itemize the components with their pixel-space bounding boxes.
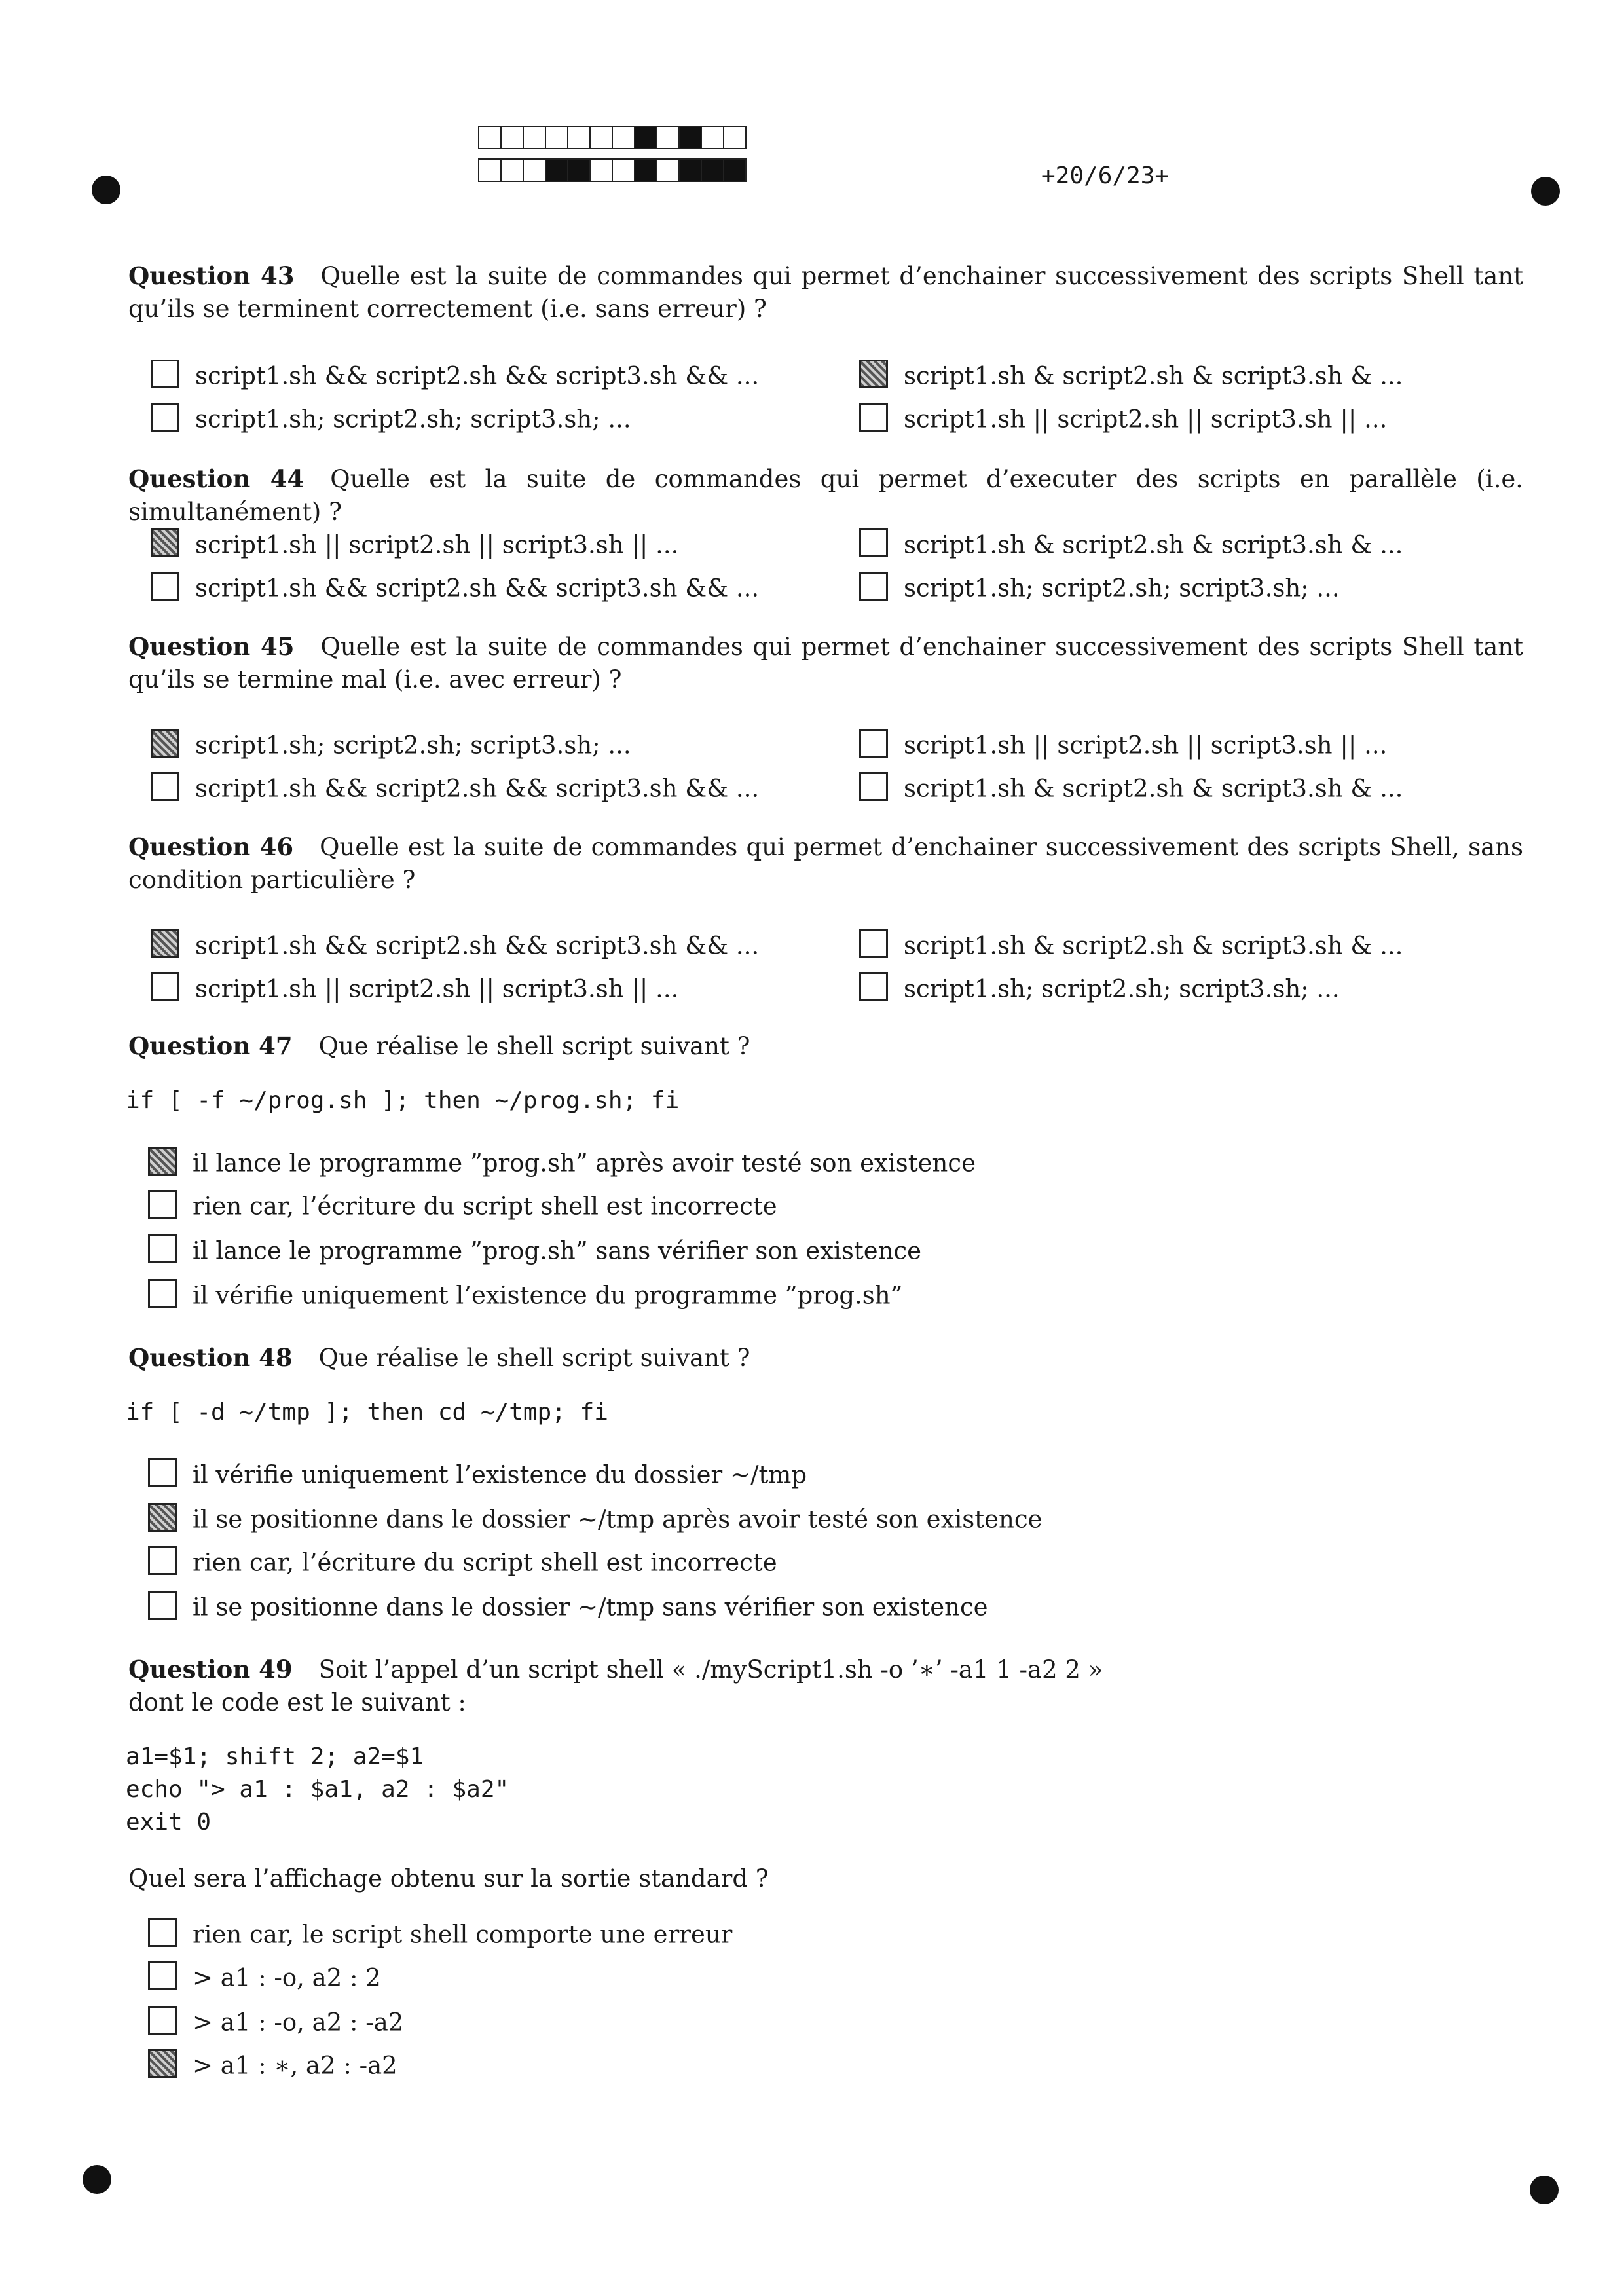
answer-option[interactable] <box>148 1502 1042 1536</box>
answer-option[interactable] <box>151 571 759 604</box>
checkbox[interactable] <box>859 572 888 601</box>
answer-option[interactable] <box>859 929 1403 962</box>
checkbox[interactable] <box>151 729 179 758</box>
barcode-cell <box>545 126 568 149</box>
answer-label: rien car, le script shell comporte une erreur <box>193 1920 733 1949</box>
barcode-cell <box>523 158 546 182</box>
checkbox[interactable] <box>151 403 179 432</box>
answer-label: script1.sh; script2.sh; script3.sh; ... <box>904 574 1340 602</box>
checkbox[interactable] <box>151 972 179 1001</box>
checkbox[interactable] <box>148 1234 177 1263</box>
question-number: Question 45 <box>128 632 295 661</box>
answer-label: il vérifie uniquement l’existence du programme ”prog.sh” <box>193 1281 903 1310</box>
code-block: a1=$1; shift 2; a2=$1 echo "> a1 : $a1, a2 : $a2" exit 0 <box>126 1743 509 1836</box>
question-44 <box>128 462 1523 528</box>
question-prompt: Quel sera l’affichage obtenu sur la sortie standard ? <box>128 1864 769 1893</box>
checkbox[interactable] <box>148 1147 177 1176</box>
answer-label: > a1 : -o, a2 : 2 <box>193 1963 381 1992</box>
checkbox[interactable] <box>148 2006 177 2035</box>
answer-label: > a1 : ∗, a2 : -a2 <box>193 2051 397 2080</box>
registration-mark-bottom-left <box>83 2165 111 2194</box>
answer-label: rien car, l’écriture du script shell est incorrecte <box>193 1192 777 1221</box>
question-text-continued: dont le code est le suivant : <box>128 1688 466 1716</box>
barcode-cell <box>656 158 680 182</box>
answer-label: il lance le programme ”prog.sh” sans vérifier son existence <box>193 1236 922 1265</box>
checkbox[interactable] <box>151 528 179 557</box>
answer-option[interactable] <box>148 1590 988 1623</box>
answer-option[interactable] <box>148 2048 397 2082</box>
answer-option[interactable] <box>151 972 678 1005</box>
question-47 <box>128 1029 1523 1063</box>
answer-label: script1.sh && script2.sh && script3.sh && ... <box>195 361 760 390</box>
barcode-cell <box>723 126 747 149</box>
barcode-cell <box>656 126 680 149</box>
checkbox[interactable] <box>859 772 888 801</box>
barcode-cell <box>634 158 657 182</box>
answer-option[interactable] <box>148 1961 381 1994</box>
checkbox[interactable] <box>148 1591 177 1620</box>
answer-option[interactable] <box>148 1546 777 1579</box>
answer-option[interactable] <box>859 972 1340 1005</box>
answer-option[interactable] <box>151 528 678 561</box>
checkbox[interactable] <box>148 2049 177 2078</box>
answer-label: script1.sh; script2.sh; script3.sh; ... <box>195 731 631 760</box>
answer-option[interactable] <box>148 2005 403 2039</box>
barcode-cell <box>678 126 702 149</box>
answer-label: script1.sh & script2.sh & script3.sh & ... <box>904 361 1403 390</box>
registration-mark-top-right <box>1531 177 1560 206</box>
question-text: Quelle est la suite de commandes qui permet d’enchainer successivement des scripts Shell tant qu’ils se terminent correctement (i.e. sans erreur) ? <box>128 262 1523 323</box>
answer-option[interactable] <box>148 1917 732 1951</box>
answer-label: rien car, l’écriture du script shell est incorrecte <box>193 1548 777 1577</box>
question-text: Quelle est la suite de commandes qui permet d’enchainer successivement des scripts Shell tant qu’ils se termine mal (i.e. avec erreur) ? <box>128 633 1523 694</box>
question-text: Quelle est la suite de commandes qui permet d’enchainer successivement des scripts Shell, sans condition particulière ? <box>128 833 1523 894</box>
answer-label: script1.sh & script2.sh & script3.sh & ... <box>904 774 1403 803</box>
checkbox[interactable] <box>151 772 179 801</box>
checkbox[interactable] <box>148 1279 177 1308</box>
code-block: if [ -d ~/tmp ]; then cd ~/tmp; fi <box>126 1399 608 1426</box>
answer-option[interactable] <box>859 771 1403 805</box>
answer-option[interactable] <box>148 1189 777 1223</box>
answer-label: script1.sh; script2.sh; script3.sh; ... <box>904 974 1340 1003</box>
question-46 <box>128 830 1523 897</box>
barcode-cell <box>523 126 546 149</box>
answer-option[interactable] <box>148 1458 807 1491</box>
registration-mark-bottom-right <box>1530 2176 1559 2204</box>
answer-label: script1.sh && script2.sh && script3.sh && ... <box>195 574 760 602</box>
barcode-cell <box>612 158 635 182</box>
checkbox[interactable] <box>148 1918 177 1947</box>
barcode-cell <box>500 126 524 149</box>
question-number: Question 49 <box>128 1655 293 1684</box>
question-text: Soit l’appel d’un script shell « ./myScript1.sh -o ’∗’ -a1 1 -a2 2 » <box>318 1656 1103 1684</box>
answer-option[interactable] <box>151 929 759 962</box>
checkbox[interactable] <box>859 403 888 432</box>
answer-option[interactable] <box>859 571 1340 604</box>
answer-option[interactable] <box>151 402 631 435</box>
answer-option[interactable] <box>151 728 631 762</box>
answer-option[interactable] <box>859 728 1387 762</box>
question-number: Question 47 <box>128 1031 293 1060</box>
page-identifier: +20/6/23+ <box>1041 162 1170 189</box>
barcode-cell <box>701 126 724 149</box>
answer-option[interactable] <box>148 1278 903 1312</box>
answer-option[interactable] <box>859 528 1403 561</box>
answer-label: script1.sh && script2.sh && script3.sh && ... <box>195 774 760 803</box>
question-number: Question 46 <box>128 832 294 861</box>
answer-label: script1.sh || script2.sh || script3.sh || ... <box>904 731 1388 760</box>
answer-label: il lance le programme ”prog.sh” après avoir testé son existence <box>193 1149 976 1177</box>
barcode-cell <box>478 126 502 149</box>
checkbox[interactable] <box>859 360 888 388</box>
question-43 <box>128 259 1523 325</box>
checkbox[interactable] <box>148 1961 177 1990</box>
question-text: Quelle est la suite de commandes qui permet d’executer des scripts en parallèle (i.e. simultanément) ? <box>128 465 1523 526</box>
barcode-cell <box>589 158 613 182</box>
answer-label: script1.sh && script2.sh && script3.sh && ... <box>195 931 760 960</box>
barcode-cell <box>567 158 591 182</box>
question-number: Question 44 <box>128 464 304 493</box>
barcode-cell <box>567 126 591 149</box>
answer-label: script1.sh & script2.sh & script3.sh & ... <box>904 530 1403 559</box>
checkbox[interactable] <box>859 729 888 758</box>
answer-label: script1.sh || script2.sh || script3.sh || ... <box>195 530 679 559</box>
checkbox[interactable] <box>151 929 179 958</box>
answer-label: script1.sh || script2.sh || script3.sh || ... <box>195 974 679 1003</box>
question-49 <box>128 1653 1523 1719</box>
checkbox[interactable] <box>148 1190 177 1219</box>
barcode-cell <box>589 126 613 149</box>
checkbox[interactable] <box>148 1503 177 1532</box>
answer-option[interactable] <box>859 402 1387 435</box>
barcode-cell <box>678 158 702 182</box>
answer-option[interactable] <box>148 1146 976 1179</box>
barcode-cell <box>723 158 747 182</box>
answer-label: > a1 : -o, a2 : -a2 <box>193 2008 404 2037</box>
answer-option[interactable] <box>148 1234 921 1267</box>
answer-option[interactable] <box>859 359 1403 392</box>
answer-label: script1.sh || script2.sh || script3.sh || ... <box>904 405 1388 434</box>
question-number: Question 43 <box>128 261 295 290</box>
barcode-cell <box>500 158 524 182</box>
question-number: Question 48 <box>128 1343 293 1372</box>
checkbox[interactable] <box>859 528 888 557</box>
answer-label: il se positionne dans le dossier ∼/tmp après avoir testé son existence <box>193 1505 1043 1534</box>
checkbox[interactable] <box>148 1458 177 1487</box>
barcode-cell <box>545 158 568 182</box>
question-text: Que réalise le shell script suivant ? <box>318 1344 750 1372</box>
checkbox[interactable] <box>859 929 888 958</box>
barcode-cell <box>478 158 502 182</box>
barcode-cell <box>634 126 657 149</box>
question-45 <box>128 630 1523 696</box>
answer-label: script1.sh; script2.sh; script3.sh; ... <box>195 405 631 434</box>
checkbox[interactable] <box>151 360 179 388</box>
checkbox[interactable] <box>148 1546 177 1575</box>
answer-option[interactable] <box>151 359 759 392</box>
code-block: if [ -f ~/prog.sh ]; then ~/prog.sh; fi <box>126 1087 680 1114</box>
barcode-cell <box>701 158 724 182</box>
answer-label: il vérifie uniquement l’existence du dossier ∼/tmp <box>193 1460 807 1489</box>
answer-label: script1.sh & script2.sh & script3.sh & ... <box>904 931 1403 960</box>
question-text: Que réalise le shell script suivant ? <box>318 1032 750 1060</box>
barcode-cell <box>612 126 635 149</box>
checkbox[interactable] <box>151 572 179 601</box>
question-48 <box>128 1341 1523 1375</box>
registration-mark-top-left <box>92 176 120 204</box>
checkbox[interactable] <box>859 972 888 1001</box>
barcode-bottom-row <box>478 158 745 182</box>
answer-option[interactable] <box>151 771 759 805</box>
barcode-top-row <box>478 126 745 149</box>
answer-label: il se positionne dans le dossier ∼/tmp sans vérifier son existence <box>193 1593 988 1621</box>
